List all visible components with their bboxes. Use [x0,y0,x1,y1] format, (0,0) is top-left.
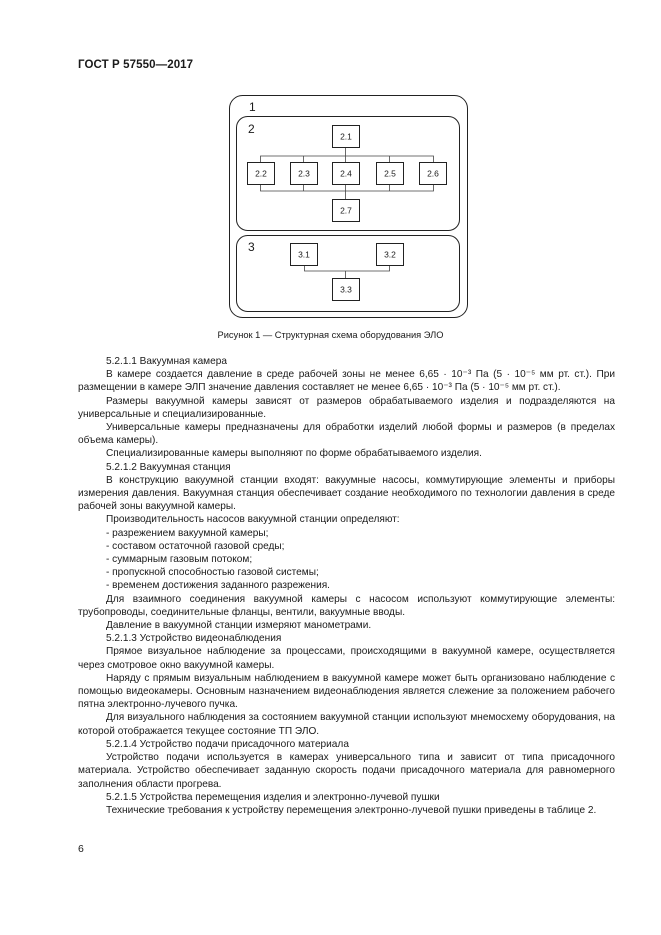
box-2-1-label: 2.1 [340,131,352,142]
group-2-label: 2 [248,122,255,136]
paragraph: Универсальные камеры предназначены для обработки изделий любой формы и размеров (в пределах объема камеры). [78,422,615,447]
paragraph: Устройство подачи используется в камерах универсального типа и зависит от типа присадочного материала. Устройство обеспечивает заданную скорость подачи присадочного материала для равномерного заполнения области прогрева. [78,752,615,790]
paragraph: Производительность насосов вакуумной станции определяют: [106,514,400,526]
section-heading: 5.2.1.5 Устройства перемещения изделия и электронно-лучевой пушки [106,791,440,803]
section-heading: 5.2.1.4 Устройство подачи присадочного материала [106,738,349,750]
list-item: - временем достижения заданного разрежения. [106,580,330,592]
body-text [78,355,615,817]
list-item: - суммарным газовым потоком; [106,554,253,566]
list-item: - разрежением вакуумной камеры; [106,527,269,539]
structure-diagram [0,0,661,330]
paragraph: В конструкцию вакуумной станции входят: вакуумные насосы, коммутирующие элементы и приборы измерения давления. Вакуумная станция обеспечивает создание необходимого по технологии давления в среде рабочей зоны вакуумной камеры. [78,474,615,513]
paragraph: Давление в вакуумной станции измеряют манометрами. [106,620,372,632]
paragraph: Технические требования к устройству перемещения электронно-лучевой пушки приведены в таблице 2. [106,804,597,816]
paragraph: В камере создается давление в среде рабочей зоны не менее 6,65 · 10⁻³ Па (5 · 10⁻⁵ мм рт. ст.). При размещении в камере ЭЛП значение давления составляет не менее 6,65 · 10⁻³ Па (5 · 10⁻⁵ мм рт. ст.). [78,369,615,394]
paragraph: Наряду с прямым визуальным наблюдением в вакуумной камере может быть организовано наблюдение с помощью видеокамеры. Основным назначением видеонаблюдения является слежение за положением рабочего пятна электронно-лучевого пучка. [78,672,615,711]
box-2-2-label: 2.2 [255,168,267,179]
box-3-2-label: 3.2 [384,249,396,260]
page-number: 6 [78,843,84,855]
box-2-5-label: 2.5 [384,168,396,179]
list-item: - составом остаточной газовой среды; [106,540,285,552]
box-2-6-label: 2.6 [427,168,439,179]
document-header: ГОСТ Р 57550—2017 [78,59,194,71]
paragraph: Для взаимного соединения вакуумной камеры с насосом используют коммутирующие элементы: трубопроводы, соединительные фланцы, вентили, вакуумные вводы. [78,593,615,618]
section-heading: 5.2.1.2 Вакуумная станция [106,461,231,473]
outer-label: 1 [249,100,256,114]
paragraph: Прямое визуальное наблюдение за процессами, происходящими в вакуумной камере, осуществляется через смотровое окно вакуумной камеры. [78,646,615,671]
box-3-3-label: 3.3 [340,284,352,295]
list-item: - пропускной способностью газовой системы; [106,567,319,579]
section-heading: 5.2.1.1 Вакуумная камера [106,356,227,367]
box-2-3-label: 2.3 [298,168,310,179]
figure-caption: Рисунок 1 — Структурная схема оборудования ЭЛО [217,330,444,340]
paragraph: Размеры вакуумной камеры зависят от размеров обрабатываемого изделия и подразделяются на универсальные и специализированные. [78,395,615,420]
box-2-7-label: 2.7 [340,205,352,216]
box-3-1-label: 3.1 [298,249,310,260]
paragraph: Для визуального наблюдения за состоянием вакуумной станции используют мнемосхему оборудования, на которой отображается текущее состояние ТП ЭЛО. [78,712,615,737]
box-2-4-label: 2.4 [340,168,352,179]
paragraph: Специализированные камеры выполняют по форме обрабатываемого изделия. [106,448,482,460]
section-heading: 5.2.1.3 Устройство видеонаблюдения [106,633,282,645]
group-3-label: 3 [248,240,255,254]
